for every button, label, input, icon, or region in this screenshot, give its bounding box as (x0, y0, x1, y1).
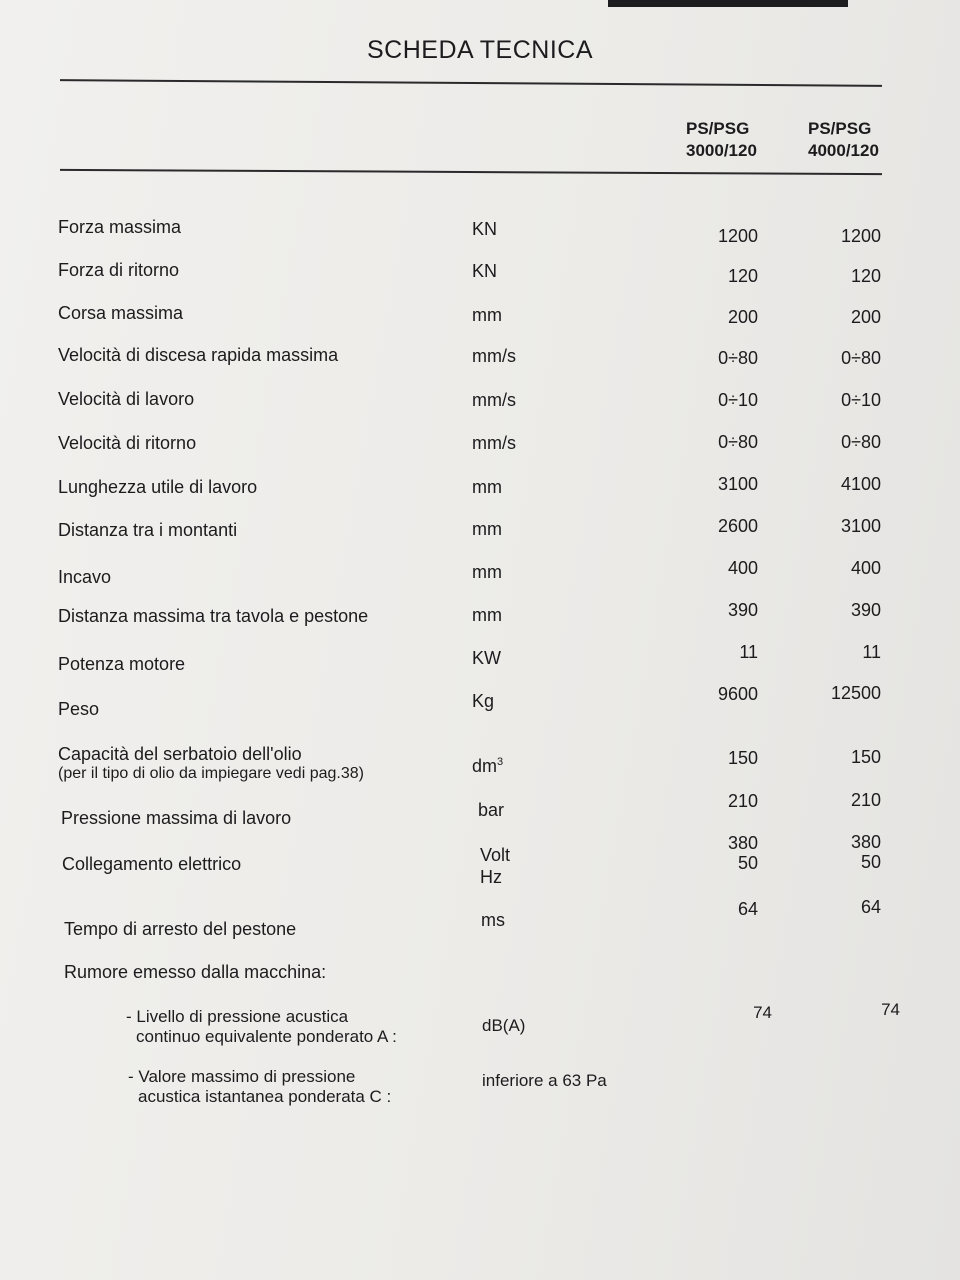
spec-value-model-1: 120 (727, 266, 758, 286)
spec-value-model-1: 0÷80 (718, 432, 758, 452)
model-1-line1: PS/PSG (686, 119, 750, 138)
spec-value-model-2: 390 (850, 600, 881, 620)
page-title: SCHEDA TECNICA (366, 36, 594, 64)
spec-label: Collegamento elettrico (62, 854, 242, 874)
spec-label: Velocità di ritorno (58, 433, 197, 453)
spec-unit: bar (478, 800, 505, 820)
noise-item-line: acustica istantanea ponderata C : (138, 1087, 392, 1106)
spec-value-model-2: 210 (850, 790, 881, 810)
spec-label: Distanza massima tra tavola e pestone (58, 606, 369, 626)
spec-value-model-2: 120 (850, 266, 881, 286)
spec-row (58, 516, 898, 560)
spec-value-model-1: 2600 (717, 516, 758, 536)
noise-item-line: - Livello di pressione acustica (126, 1007, 349, 1026)
spec-value-model-1: 1200 (717, 226, 758, 246)
spec-value-model-1: 3100 (717, 474, 758, 494)
spec-label: Velocità di discesa rapida massima (58, 345, 339, 365)
spec-unit-exponent: 3 (497, 756, 504, 768)
spec-unit-base: dm (472, 756, 498, 776)
spec-unit: mm (472, 605, 502, 625)
spec-value-model-2: 3100 (840, 516, 881, 536)
spec-unit: KN (472, 261, 498, 281)
spec-unit: mm (472, 305, 502, 325)
spec-row (58, 260, 898, 300)
noise-value-model-2: 74 (881, 1000, 900, 1019)
spec-label: Incavo (58, 567, 112, 587)
spec-label-block (58, 744, 364, 783)
spec-value-model-2: 150 (850, 747, 881, 767)
spec-value-model-1: 210 (727, 791, 758, 811)
spec-value-model-2-secondary: 50 (860, 852, 881, 872)
model-header-1 (686, 118, 757, 162)
spec-value-model-1-secondary: 50 (737, 853, 758, 873)
spec-value-model-2: 400 (850, 558, 881, 578)
noise-item-unit: inferiore a 63 Pa (482, 1071, 607, 1090)
model-1-line2: 3000/120 (686, 141, 757, 160)
model-2-line1: PS/PSG (808, 119, 872, 138)
spec-label: Pressione massima di lavoro (61, 808, 292, 828)
spec-unit: mm/s (472, 433, 516, 453)
spec-unit-secondary: Hz (480, 867, 502, 887)
spec-label: Forza di ritorno (58, 260, 180, 280)
spec-label: Corsa massima (58, 303, 184, 323)
spec-value-model-2: 1200 (840, 226, 881, 246)
spec-label: Potenza motore (58, 654, 186, 674)
spec-value-model-2: 200 (850, 307, 881, 327)
noise-value-model-1: 74 (753, 1003, 772, 1022)
spec-value-model-1: 150 (727, 748, 758, 768)
spec-value-model-1: 400 (727, 558, 758, 578)
spec-value-model-1: 390 (727, 600, 758, 620)
spec-value-model-2: 12500 (830, 683, 881, 703)
spec-row (58, 600, 898, 646)
spec-row (58, 217, 898, 257)
spec-unit: mm (472, 562, 502, 582)
spec-label: Tempo di arresto del pestone (64, 919, 297, 939)
spec-value-model-1: 380 (727, 833, 758, 853)
noise-heading: Rumore emesso dalla macchina: (64, 962, 327, 982)
spec-label: Forza massima (58, 217, 182, 237)
spec-label: Distanza tra i montanti (58, 520, 238, 540)
spec-value-model-1: 200 (727, 307, 758, 327)
header-divider (60, 169, 882, 175)
spec-row (58, 474, 898, 517)
spec-label: Peso (58, 699, 100, 719)
spec-unit: KN (472, 219, 498, 239)
spec-value-model-1: 11 (739, 642, 758, 662)
spec-unit: Kg (472, 691, 495, 711)
spec-value-model-2: 0÷80 (841, 432, 881, 452)
spec-label: Capacità del serbatoio dell'olio (58, 744, 302, 764)
spec-value-model-1: 64 (737, 899, 758, 919)
spec-value-model-2: 0÷10 (841, 390, 881, 410)
spec-unit-block (480, 844, 510, 888)
noise-item-unit: dB(A) (482, 1016, 526, 1035)
spec-unit: mm (472, 519, 502, 539)
spec-value-model-2: 0÷80 (841, 348, 881, 368)
spec-unit: mm/s (472, 390, 516, 410)
spec-value-model-2: 64 (860, 897, 881, 917)
spec-unit: mm (472, 477, 502, 497)
noise-item-label (126, 1007, 397, 1047)
spec-label: Velocità di lavoro (58, 389, 195, 409)
spec-label: Lunghezza utile di lavoro (58, 477, 258, 497)
spec-unit: Volt (480, 845, 511, 865)
spec-value-model-1-block (648, 833, 758, 873)
spec-value-model-2: 11 (862, 642, 881, 662)
spec-value-model-1: 9600 (717, 684, 758, 704)
model-2-line2: 4000/120 (808, 141, 879, 160)
spec-value-model-1: 0÷80 (718, 348, 758, 368)
spec-unit: ms (481, 910, 505, 930)
spec-row (58, 744, 898, 792)
model-header-2 (808, 118, 879, 162)
spec-unit: mm/s (472, 346, 516, 366)
spec-row (58, 897, 898, 959)
spec-row (58, 683, 898, 739)
spec-row (58, 345, 898, 385)
top-header-tab (608, 0, 848, 7)
spec-sublabel: (per il tipo di olio da impiegare vedi pag.38) (58, 765, 364, 782)
spec-row (58, 303, 898, 343)
spec-unit (472, 756, 503, 777)
spec-value-model-2: 380 (850, 832, 881, 852)
spec-value-model-1: 0÷10 (718, 390, 758, 410)
spec-value-model-2-block (771, 832, 881, 872)
spec-row (58, 433, 898, 473)
title-divider (60, 79, 882, 87)
noise-item-line: continuo equivalente ponderato A : (136, 1027, 397, 1046)
spec-row (58, 389, 898, 429)
noise-item-label (128, 1067, 391, 1107)
noise-item-line: - Valore massimo di pressione (128, 1067, 356, 1086)
spec-unit: KW (472, 648, 501, 668)
spec-value-model-2: 4100 (840, 474, 881, 494)
